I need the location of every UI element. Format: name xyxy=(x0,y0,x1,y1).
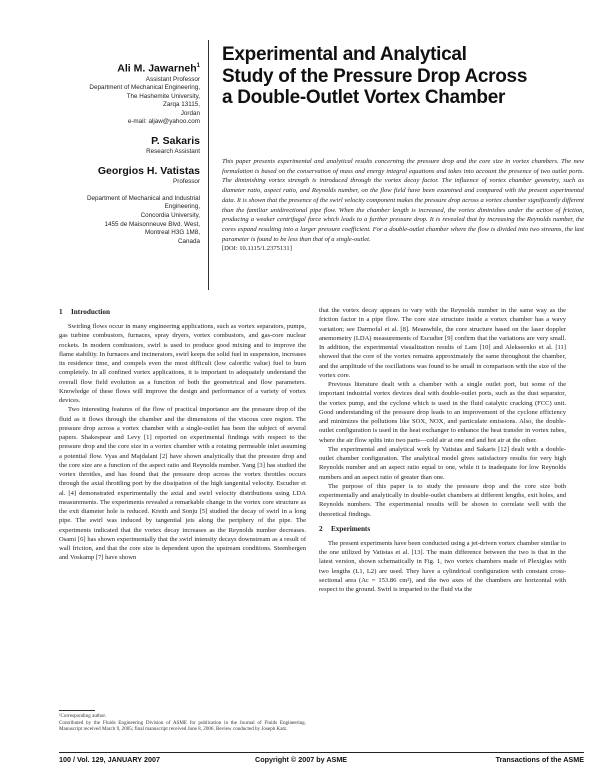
footnote-line: ¹Corresponding author. xyxy=(59,713,107,719)
author-name: Ali M. Jawarneh$^1$ xyxy=(117,62,200,75)
author-affiliation: Concordia University, xyxy=(140,212,200,220)
author-affiliation: 1455 de Maisonneuve Blvd. West, xyxy=(104,220,200,228)
paragraph: Swirling flows occur in many engineering applications, such as vortex separators, pumps, gas turbine combustors, furnaces, spray dryers, vortex combustors, and gas-core nuclear rockets. In modern combustors, swirl is used to produce good mixing and to improve the flame stability. In furnaces and incinerators, swirl keeps the solid fuel in suspension, increases its residence time, and compels even the most difficult (low calorific value) fuel to burn completely. In all confined vortex applications, it is important to adequately understand the overall flow field evolution as a function of both the geometrical and flow parameters. Knowledge of these flows will improve the design and performance of a variety of vortex devices. xyxy=(59,323,306,404)
body-column-right xyxy=(319,306,566,594)
section-heading-introduction: 1 Introduction xyxy=(59,308,111,316)
author-affiliation: Jordan xyxy=(180,109,200,117)
author-affiliation: The Hashemite University, xyxy=(126,92,200,100)
author-affiliation xyxy=(8,186,200,195)
author-name: P. Sakaris xyxy=(151,135,200,148)
footer-copyright: Copyright © 2007 by ASME xyxy=(255,755,348,764)
section-heading-experiments: 2 Experiments xyxy=(319,524,371,533)
footer-divider xyxy=(59,752,584,753)
paragraph: Two interesting features of the flow of practical importance are the pressure drop of the fluid as it flows through the chamber and the dimensions of the viscous core region. The pressure drop across a vortex chamber with a single-outlet has been the subject of several papers. Shakespear and Levy [1] reported on experimental findings with respect to the pressure drop and the core size in a vortex chamber with a rotating permeable inlet assuming a potential flow. Vyas and Majdalani [2] have shown analytically that the pressure drop and the core size are a function of the aspect ratio and Reynolds number. Yang [3] has studied the vortex throttles, and has found that the pressure drop across the vortex throttles occurs through the axial throttling port by the dissipation of the high tangential velocity. Escudier et al. [4] demonstrated experimentally the axial and swirl velocity distributions using LDA measurements. The experiments revealed a remarkable change in the vortex core structure as the exit diameter hole is reduced. Kreith and Sonju [5] studied the decay of swirl in a long pipe. The swirl was induced by tangential jets along the periphery of the pipe. The experiments indicated that the vortex decay increases as the Reynolds number decreases. Osami [6] has shown experimentally that the swirl intensity decays downstream as a result of wall friction, and that the core size is dependent upon the upstream conditions. Steenbergen and Voskamp [7] have shown xyxy=(59,406,306,562)
abstract xyxy=(222,157,584,254)
abstract-text: This paper presents experimental and analytical results concerning the pressure drop and the core size in vortex chambers. The new formulation is based on the conservation of mass and energy integral equations and takes into account the presence of two outlet ports. The diminishing vortex strength is introduced through the vortex decay factor. The influence of vortex chamber geometry, such as diameter ratio, aspect ratio, and Reynolds number, on the flow field have been examined and compared with the present experimental data. It is shown that the presence of the swirl velocity component makes the pressure drop across a vortex chamber significantly different than the familiar unidirectional pipe flow. When the chamber length is increased, the vortex diminishes under the action of friction, producing a weaker centrifugal force which leads to a further pressure drop. It is revealed that by increasing the Reynolds number, the cores expand resulting into a larger pressure coefficient. For a double-outlet chamber where the flow is divided into two streams, the last parameter is found to be less than that of a single-outlet. xyxy=(222,158,584,243)
paragraph: The purpose of this paper is to study the pressure drop and the core size both experimentally and analytically in double-outlet chambers at different lengths, exit holes, and Reynolds numbers. The experimental results will be shown to correlate well with the theoretical findings. xyxy=(319,482,566,518)
paragraph: Previous literature dealt with a chamber with a single outlet port, but some of the important industrial vortex devices deal with double-outlet ports, such as the dust separator, the vortex pump, and the cyclone which is used in the fluid catalytic cracking (FCC) unit. Good understanding of the pressure drop leads to an improvement of the cyclone efficiency and minimizes the pollutions like SOX, NOX, and particulate emissions. Also, the double-outlet configuration is used in the heat exchanger to enhance the heat transfer in vortex tubes, where the air flow splits into two parts—cold air at one end and hot air at the other. xyxy=(319,381,566,444)
author-email: e-mail: aljaw@yahoo.com xyxy=(127,118,200,126)
author-3 xyxy=(8,165,200,247)
author-affiliation: Department of Mechanical and Industrial xyxy=(86,194,200,202)
header-divider xyxy=(208,40,209,290)
body-column-left xyxy=(59,306,306,563)
title-line: a Double-Outlet Vortex Chamber xyxy=(222,87,506,108)
author-affiliation: Assistant Professor xyxy=(145,75,200,83)
author-affiliation: Engineering, xyxy=(164,203,200,211)
paragraph: The present experiments have been conducted using a jet-driven vortex chamber similar to the one utilized by Vatistas et al. [13]. The main difference between the two is that in the latest version, shown schematically in Fig. 1, two vortex chambers made of Plexiglas with two lengths (L1, L2) are used. They have a cylindrical configuration with constant cross-sectional area (Ac = 153.86 cm²), and the two axes of the chambers are horizontal with respect to the ground. Swirl is imparted to the fluid via the xyxy=(319,539,566,593)
author-2 xyxy=(8,135,200,157)
author-affiliation: Research Assistant xyxy=(146,148,200,156)
doi: [DOI: 10.1115/1.2375131] xyxy=(222,245,292,253)
author-affiliation: Professor xyxy=(173,177,200,185)
footnote-line: Contributed by the Fluids Engineering Division of ASME for publication in the Journal of Fluids Engineering. Manuscript received March 9, 2005; final manuscript received June 8, 2006. Review conducted by Joseph Katz. xyxy=(59,719,306,733)
author-block xyxy=(8,60,200,254)
footnote-divider xyxy=(59,710,95,711)
author-1 xyxy=(8,60,200,127)
paragraph: that the vortex decay appears to vary with the Reynolds number in the same way as the friction factor in a pipe flow. The core size structure inside a vortex chamber has a wavy variation; see Darmofal et al. [8]. Meanwhile, the core structure based on the laser doppler anemometry (LDA) measurements of Escudier [9] confirm that the variations are very small. In addition, the experimental visualization results of Lam [10] and Alekseenko et al. [11] showed that the core of the vortex remains approximately the same throughout the chamber, and the amplitude of the oscillations was found to be small in comparison with the size of the vortex core. xyxy=(319,307,566,379)
page-footer xyxy=(59,755,584,767)
author-affiliation: Montreal H3G 1M8, xyxy=(145,229,200,237)
author-name: Georgios H. Vatistas xyxy=(97,164,200,177)
footer-journal: Transactions of the ASME xyxy=(495,755,584,764)
title-line: Study of the Pressure Drop Across xyxy=(222,65,528,87)
paragraph: The experimental and analytical work by Vatistas and Sakaris [12] dealt with a double-outlet chamber configuration. The analytical model gives satisfactory results for very high Reynolds number and an aspect ratio equal to one, while it is inadequate for low Reynolds numbers and an aspect ratio of greater than one. xyxy=(319,445,566,481)
author-affiliation: Department of Mechanical Engineering, xyxy=(89,84,200,92)
footer-page-info: 100 / Vol. 129, JANUARY 2007 xyxy=(59,755,160,764)
author-affiliation: Canada xyxy=(177,237,200,245)
title-line: Experimental and Analytical xyxy=(222,44,467,65)
author-affiliation: Zarqa 13115, xyxy=(163,101,200,109)
footnote xyxy=(59,713,306,733)
paper-title xyxy=(222,44,582,109)
